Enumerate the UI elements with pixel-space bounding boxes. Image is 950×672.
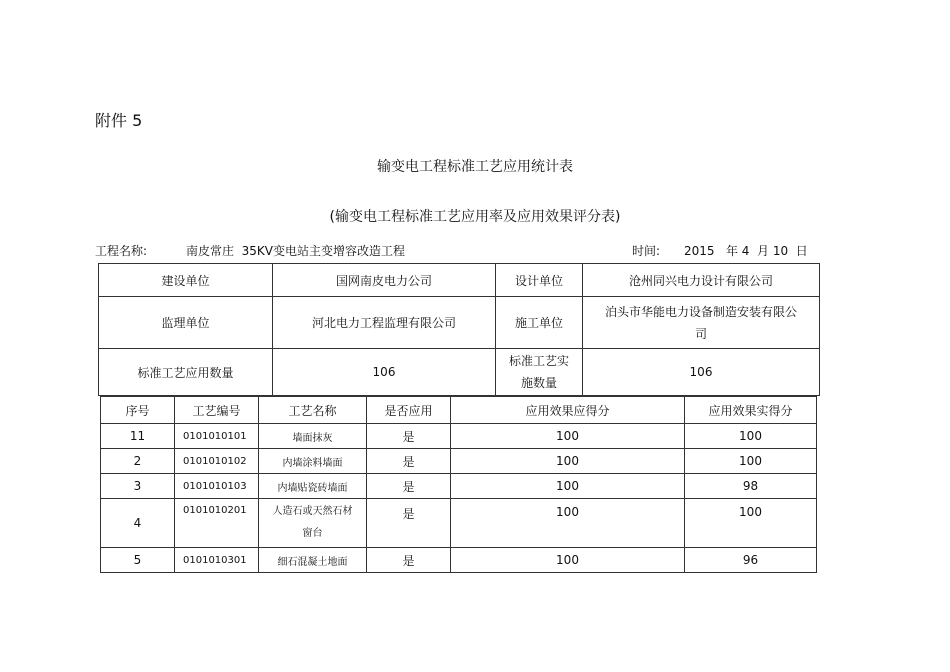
contractor-value-line2: 司	[694, 326, 707, 341]
attachment-label: 附件 5	[95, 111, 143, 130]
row-code: 0101010201	[175, 499, 259, 548]
row-applied: 是	[367, 474, 451, 499]
table-row	[101, 548, 817, 573]
row-applied: 是	[367, 548, 451, 573]
row-name-line1: 人造石或天然石材	[272, 506, 353, 517]
design-unit-label: 设计单位	[496, 264, 583, 297]
row-expected-score: 100	[451, 499, 685, 548]
row-code: 0101010301	[175, 548, 259, 573]
row-no: 5	[101, 548, 175, 573]
construction-unit-label: 建设单位	[99, 264, 273, 297]
row-code: 0101010103	[175, 474, 259, 499]
std-impl-label-line2: 施数量	[520, 376, 557, 390]
project-name-value: 南皮常庄 35KV变电站主变增容改造工程	[186, 244, 405, 258]
row-name: 内墙涂料墙面	[259, 449, 367, 474]
row-applied: 是	[367, 499, 451, 548]
info-row	[99, 349, 820, 396]
header-no: 序号	[101, 397, 175, 424]
header-expected-score: 应用效果应得分	[451, 397, 685, 424]
header-code: 工艺编号	[175, 397, 259, 424]
info-row	[99, 264, 820, 297]
row-name: 内墙贴瓷砖墙面	[259, 474, 367, 499]
header-row	[101, 397, 817, 424]
table-row	[101, 424, 817, 449]
process-detail-table	[100, 396, 817, 573]
row-name: 墙面抹灰	[259, 424, 367, 449]
std-impl-label-line1: 标准工艺实	[508, 354, 569, 368]
row-actual-score: 98	[685, 474, 817, 499]
row-applied: 是	[367, 424, 451, 449]
table-row	[101, 449, 817, 474]
header-applied: 是否应用	[367, 397, 451, 424]
std-count-value: 106	[273, 349, 496, 396]
row-no: 3	[101, 474, 175, 499]
date-label: 时间:	[632, 244, 661, 258]
row-code: 0101010102	[175, 449, 259, 474]
project-info-table	[98, 263, 820, 396]
contractor-label: 施工单位	[496, 297, 583, 349]
row-no: 11	[101, 424, 175, 449]
contractor-value	[583, 297, 820, 349]
info-row	[99, 297, 820, 349]
design-unit-value: 沧州同兴电力设计有限公司	[583, 264, 820, 297]
row-actual-score: 96	[685, 548, 817, 573]
std-impl-value: 106	[583, 349, 820, 396]
document-title: 输变电工程标准工艺应用统计表	[377, 159, 573, 175]
row-no: 4	[101, 499, 175, 548]
project-name-label: 工程名称:	[95, 244, 148, 258]
row-code: 0101010101	[175, 424, 259, 449]
std-count-label: 标准工艺应用数量	[99, 349, 273, 396]
row-no: 2	[101, 449, 175, 474]
construction-unit-value: 国网南皮电力公司	[273, 264, 496, 297]
supervision-unit-label: 监理单位	[99, 297, 273, 349]
row-expected-score: 100	[451, 548, 685, 573]
table-row	[101, 499, 817, 548]
row-name	[259, 499, 367, 548]
row-name: 细石混凝土地面	[259, 548, 367, 573]
row-applied: 是	[367, 449, 451, 474]
header-name: 工艺名称	[259, 397, 367, 424]
document-subtitle: (输变电工程标准工艺应用率及应用效果评分表)	[329, 209, 621, 225]
supervision-unit-value: 河北电力工程监理有限公司	[273, 297, 496, 349]
std-impl-label	[496, 349, 583, 396]
row-expected-score: 100	[451, 424, 685, 449]
row-expected-score: 100	[451, 474, 685, 499]
row-actual-score: 100	[685, 424, 817, 449]
date-value: 2015 年 4 月 10 日	[684, 244, 808, 258]
row-actual-score: 100	[685, 449, 817, 474]
row-expected-score: 100	[451, 449, 685, 474]
contractor-value-line1: 泊头市华能电力设备制造安装有限公	[604, 304, 797, 319]
table-row	[101, 474, 817, 499]
row-name-line2: 窗台	[302, 528, 323, 539]
header-actual-score: 应用效果实得分	[685, 397, 817, 424]
row-actual-score: 100	[685, 499, 817, 548]
